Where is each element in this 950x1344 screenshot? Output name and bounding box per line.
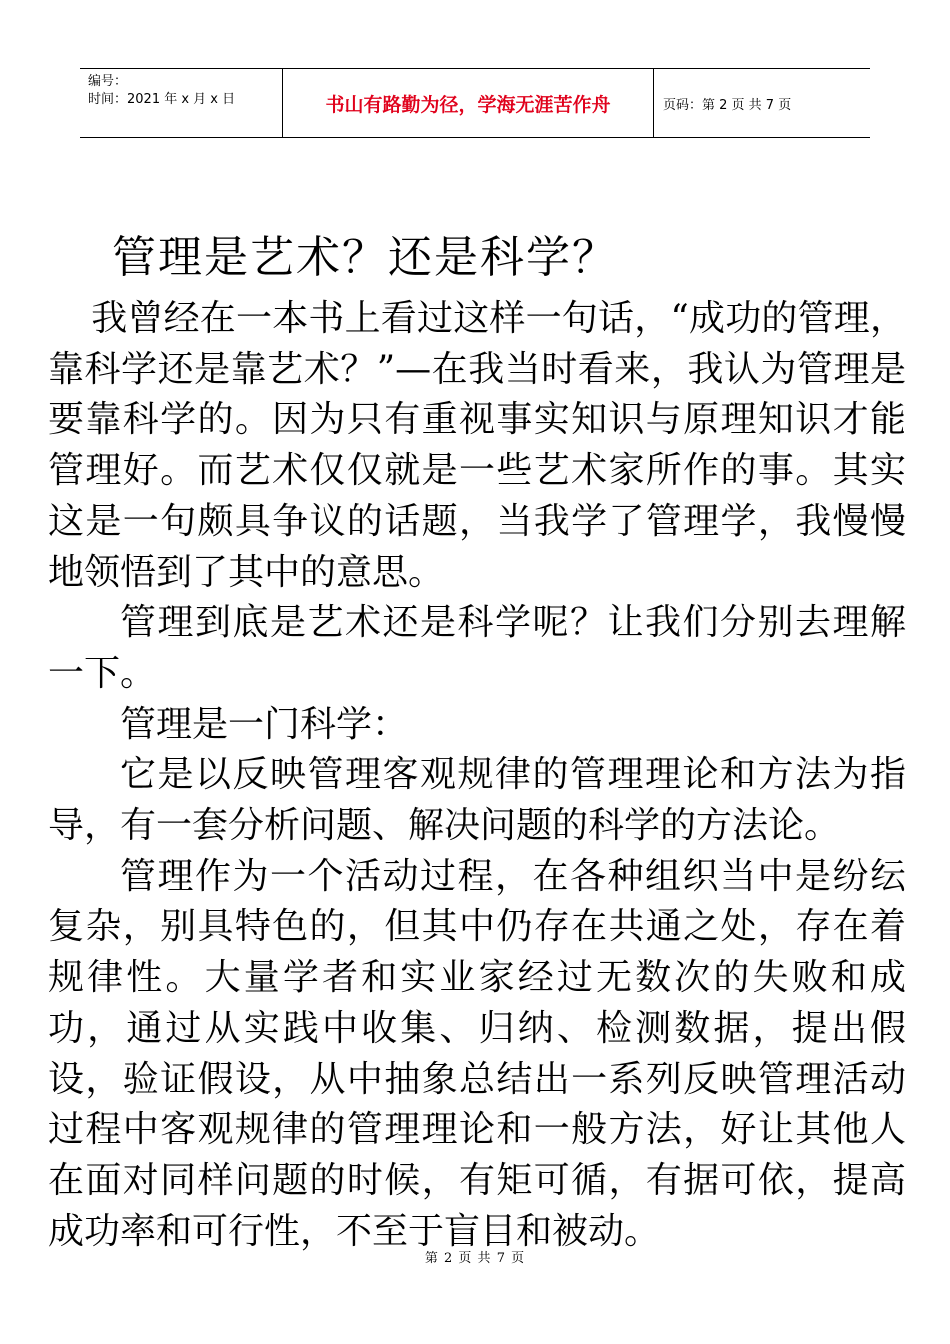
header-page-info: 页码：第 2 页 共 7 页 <box>663 97 792 113</box>
body-paragraph: 管理到底是艺术还是科学呢？让我们分别去理解一下。 <box>48 602 906 694</box>
body-paragraph: 管理是一门科学： <box>120 703 409 745</box>
document-date-label: 时间：2021 年 x 月 x 日 <box>88 92 236 107</box>
document-body <box>48 294 906 1257</box>
page-footer: 第 2 页 共 7 页 <box>424 1251 526 1266</box>
page-header <box>80 68 870 138</box>
document-number-label: 编号： <box>88 74 128 89</box>
header-motto: 书山有路勤为径，学海无涯苦作舟 <box>282 69 654 137</box>
body-paragraph: 管理作为一个活动过程，在各种组织当中是纷纭复杂，别具特色的，但其中仍存在共通之处，存在着规律性。大量学者和实业家经过无数次的失败和成功，通过从实践中收集、归纳、检测数据，提出假设，验证假设，从中抽象总结出一系列反映管理活动过程中客观规律的管理理论和一般方法，好让其他人在面对同样问题的时候，有矩可循，有据可依，提高成功率和可行性，不至于盲目和被动。 <box>48 855 906 1252</box>
header-meta <box>80 69 282 137</box>
body-paragraph: 它是以反映管理客观规律的管理理论和方法为指导，有一套分析问题、解决问题的科学的方法论。 <box>48 754 906 847</box>
body-paragraph: 我曾经在一本书上看过这样一句话，“成功的管理，靠科学还是靠艺术？”—在我当时看来，我认为管理是要靠科学的。因为只有重视事实知识与原理知识才能管理好。而艺术仅仅就是一些艺术家所作的事。其实这是一句颇具争议的话题，当我学了管理学，我慢慢地领悟到了其中的意思。 <box>48 298 906 593</box>
document-title: 管理是艺术？还是科学？ <box>112 232 618 283</box>
